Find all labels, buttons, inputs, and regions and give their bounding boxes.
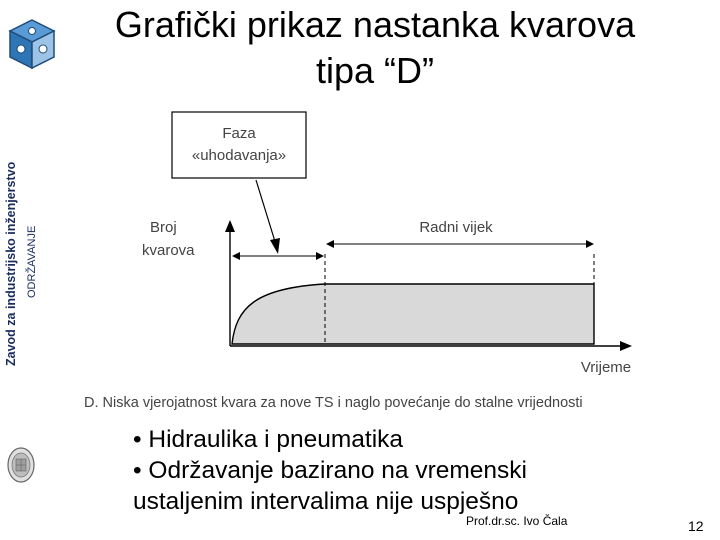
working-life-label: Radni vijek	[419, 219, 493, 236]
callout-box	[172, 112, 306, 178]
title-line-1: Grafički prikaz nastanka kvarova	[114, 4, 636, 45]
slide-title	[60, 2, 690, 94]
diagram-caption: D. Niska vjerojatnost kvara za nove TS i naglo povećanje do stalne vrijednosti	[84, 395, 583, 411]
title-line-2: tipa “D”	[315, 50, 435, 91]
side-organization-label: Zavod za industrijsko inženjerstvo	[4, 161, 18, 366]
x-axis-arrowhead	[620, 341, 632, 351]
bullet-item-hydraulics: • Hidraulika i pneumatika	[133, 426, 404, 453]
callout-line-2: «uhodavanja»	[191, 147, 287, 164]
burn-in-left-arrowhead	[232, 252, 240, 260]
y-axis-arrowhead	[225, 220, 235, 232]
bullet-item-maintenance-continued: ustaljenim intervalima nije uspješno	[133, 488, 519, 515]
working-life-left-arrowhead	[326, 240, 334, 248]
burn-in-right-arrowhead	[316, 252, 324, 260]
university-seal-icon	[6, 446, 36, 484]
bullet-list	[133, 424, 693, 517]
side-department-label: ODRŽAVANJE	[26, 225, 38, 298]
failure-rate-curve	[232, 284, 594, 344]
blue-cube-logo-icon	[6, 18, 58, 70]
bullet-item-maintenance: • Održavanje bazirano na vremenski	[133, 457, 527, 484]
callout-line-1: Faza	[222, 125, 256, 142]
author-label: Prof.dr.sc. Ivo Čala	[466, 514, 568, 528]
callout-arrowhead	[270, 238, 280, 254]
x-axis-label: Vrijeme	[580, 359, 632, 376]
callout-arrow	[256, 180, 277, 248]
y-axis-label-line-1: Broj	[150, 219, 177, 236]
working-life-right-arrowhead	[586, 240, 594, 248]
page-number: 12	[688, 518, 704, 534]
failure-type-d-diagram	[80, 108, 710, 418]
y-axis-label-line-2: kvarova	[142, 242, 195, 259]
